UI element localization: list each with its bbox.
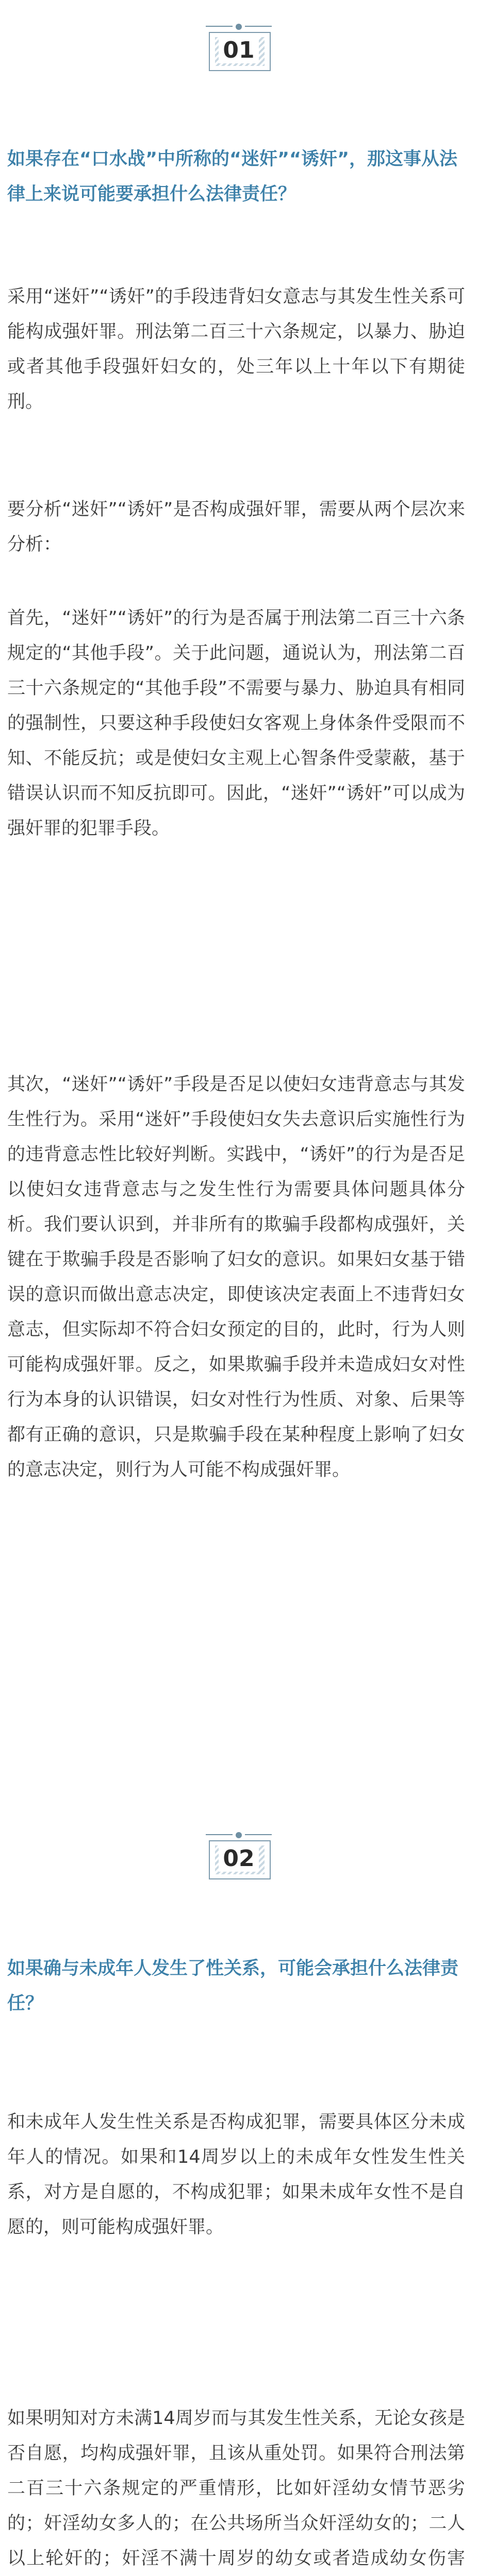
- paragraph: 和未成年人发生性关系是否构成犯罪，需要具体区分未成年人的情况。如果和14周岁以上的未成年女性发生性关系，对方是自愿的，不构成犯罪；如果未成年女性不是自愿的，则可能构成强奸罪。: [7, 2112, 465, 2238]
- section-number-badge: [206, 26, 272, 71]
- section-number: 01: [206, 32, 272, 69]
- section-number-badge: [206, 1834, 272, 1879]
- badge-decoration-line: [206, 26, 233, 27]
- section-number: 02: [206, 1840, 272, 1877]
- section-question: 如果确与未成年人发生了性关系，可能会承担什么法律责任？: [7, 1958, 459, 2014]
- paragraph: 采用“迷奸”“诱奸”的手段违背妇女意志与其发生性关系可能构成强奸罪。刑法第二百三十六条规定，以暴力、胁迫或者其他手段强奸妇女的，处三年以上十年以下有期徒刑。: [7, 286, 465, 412]
- paragraph: 如果明知对方未满14周岁而与其发生性关系，无论女孩是否自愿，均构成强奸罪，且该从重处罚。如果符合刑法第二百三十六条规定的严重情形，比如奸淫幼女情节恶劣的；奸淫幼女多人的；在公共场所当众奸淫幼女的；二人以上轮奸的；奸淫不满十周岁的幼女或者造成幼女伤害: [7, 2408, 465, 2569]
- badge-decoration-line: [245, 1834, 272, 1835]
- paragraph: 要分析“迷奸”“诱奸”是否构成强奸罪，需要从两个层次来分析：: [7, 499, 465, 555]
- paragraph: 首先，“迷奸”“诱奸”的行为是否属于刑法第二百三十六条规定的“其他手段”。关于此问题，通说认为，刑法第二百三十六条规定的“其他手段”不需要与暴力、胁迫具有相同的强制性，只要这种手段使妇女客观上身体条件受限而不知、不能反抗；或是使妇女主观上心智条件受蒙蔽，基于错误认识而不知反抗即可。因此，“迷奸”“诱奸”可以成为强奸罪的犯罪手段。: [7, 608, 465, 839]
- badge-decoration-dot: [236, 24, 242, 30]
- paragraph: 其次，“迷奸”“诱奸”手段是否足以使妇女违背意志与其发生性行为。采用“迷奸”手段使妇女失去意识后实施性行为的违背意志性比较好判断。实践中，“诱奸”的行为是否足以使妇女违背意志与之发生性行为需要具体问题具体分析。我们要认识到，并非所有的欺骗手段都构成强奸，关键在于欺骗手段是否影响了妇女的意识。如果妇女基于错误的意识而做出意志决定，即使该决定表面上不违背妇女意志，但实际却不符合妇女预定的目的，此时，行为人则可能构成强奸罪。反之，如果欺骗手段并未造成妇女对性行为本身的认识错误，妇女对性行为性质、对象、后果等都有正确的意识，只是欺骗手段在某种程度上影响了妇女的意志决定，则行为人可能不构成强奸罪。: [7, 1074, 465, 1480]
- badge-decoration-dot: [236, 1832, 242, 1838]
- badge-decoration-line: [245, 26, 272, 27]
- section-question: 如果存在“口水战”中所称的“迷奸”“诱奸”，那这事从法律上来说可能要承担什么法律责任？: [7, 149, 458, 205]
- badge-decoration-line: [206, 1834, 233, 1835]
